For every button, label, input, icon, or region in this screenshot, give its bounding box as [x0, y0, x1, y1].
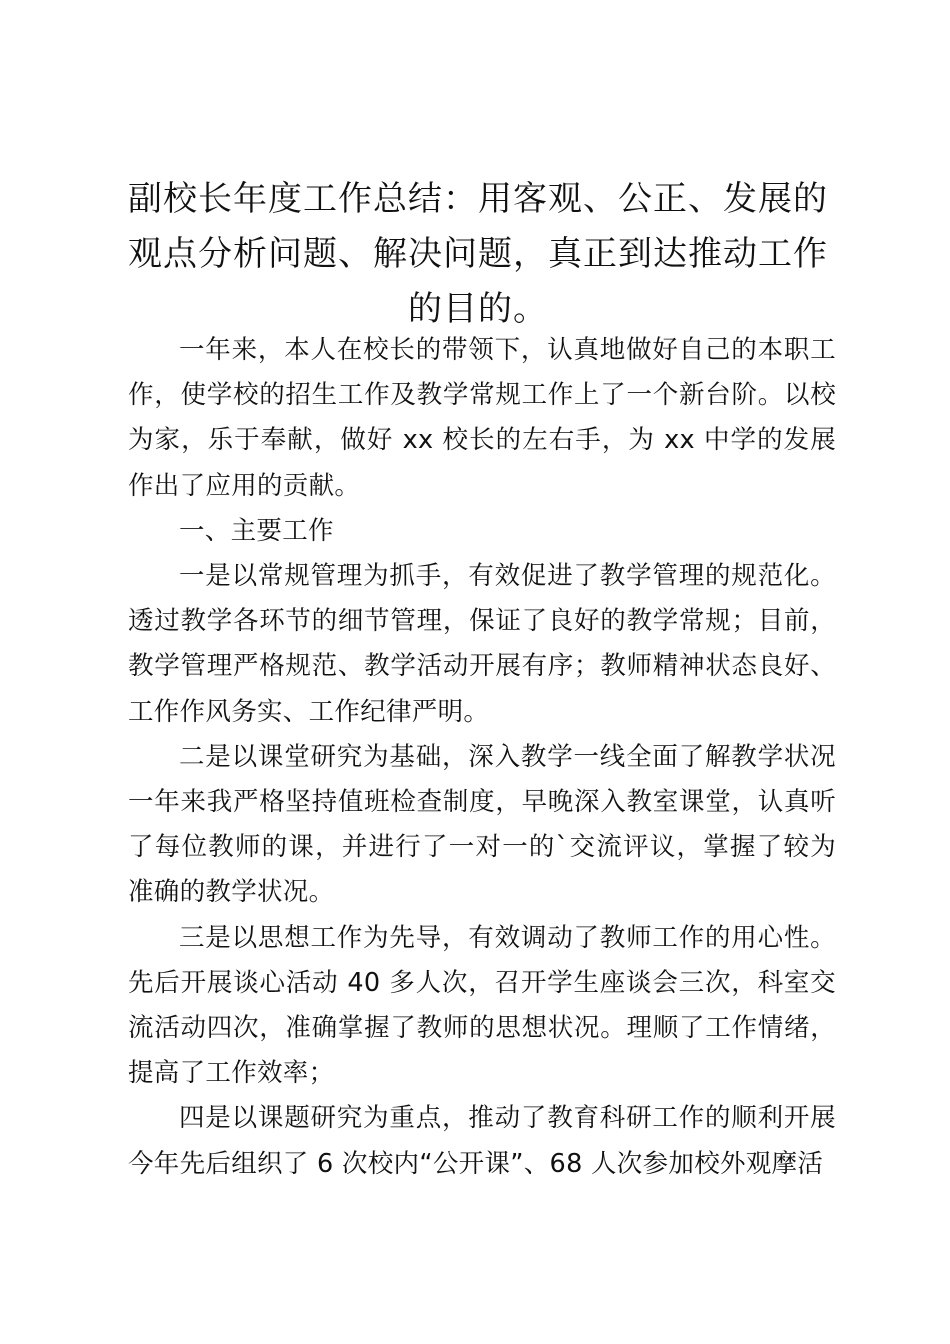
section-heading-main-work: 一、主要工作 [179, 515, 334, 546]
paragraph-topic-research: 四是以课题研究为重点，推动了教育科研工作的顺利开展今年先后组织了 6 次校内“公开课”、68 人次参加校外观摩活 [128, 1103, 836, 1179]
paragraph-intro: 一年来，本人在校长的带领下，认真地做好自己的本职工作，使学校的招生工作及教学常规工作上了一个新台阶。以校为家，乐于奉献，做好 xx 校长的左右手，为 xx 中学的发展作出了应用的贡献。 [128, 335, 836, 501]
paragraph-routine-management: 一是以常规管理为抓手，有效促进了教学管理的规范化。透过教学各环节的细节管理，保证了良好的教学常规；目前，教学管理严格规范、教学活动开展有序；教师精神状态良好、工作作风务实、工作纪律严明。 [128, 561, 836, 727]
paragraph-classroom-research: 二是以课堂研究为基础，深入教学一线全面了解教学状况一年来我严格坚持值班检查制度，早晚深入教室课堂，认真听了每位教师的课，并进行了一对一的`交流评议，掌握了较为准确的教学状况。 [128, 741, 836, 908]
document-title: 副校长年度工作总结：用客观、公正、发展的观点分析问题、解决问题，真正到达推动工作的目的。 [128, 179, 828, 329]
paragraph-ideological-work: 三是以思想工作为先导，有效调动了教师工作的用心性。先后开展谈心活动 40 多人次，召开学生座谈会三次，科室交流活动四次，准确掌握了教师的思想状况。理顺了工作情绪，提高了工作效率； [128, 922, 836, 1089]
document-body [128, 328, 836, 1187]
